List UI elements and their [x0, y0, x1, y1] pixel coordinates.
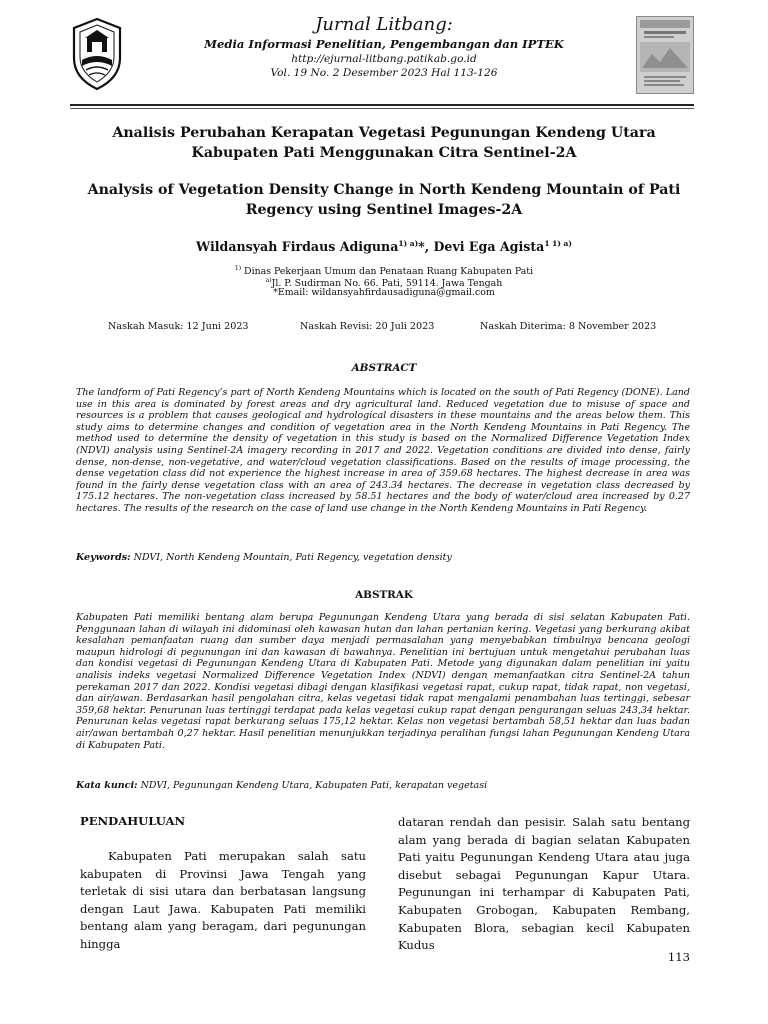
- journal-url[interactable]: http://ejurnal-litbang.patikab.go.id: [291, 53, 477, 65]
- journal-header: [140, 14, 628, 80]
- author-name: Wildansyah Firdaus Adiguna: [196, 239, 399, 255]
- section-title: PENDAHULUAN: [80, 814, 186, 828]
- regency-crest-icon: [70, 16, 124, 92]
- author-email: *Email: wildansyahfirdausadiguna@gmail.com: [273, 287, 495, 298]
- date-revised: Naskah Revisi: 20 Juli 2023: [300, 321, 435, 332]
- abstrak-heading: ABSTRAK: [355, 589, 413, 601]
- abstract-heading: ABSTRACT: [351, 362, 417, 374]
- journal-cover-thumbnail: [636, 16, 694, 94]
- author-name: Devi Ega Agista: [433, 239, 545, 255]
- body-left-column: Kabupaten Pati merupakan salah satu kabupaten di Provinsi Jawa Tengah yang terletak di sisi utara dan berbatasan langsung dengan Laut Jawa. Kabupaten Pati memiliki bentang alam yang beragam, dari pegunungan hingga: [80, 849, 366, 951]
- author-superscript: 1 1) a): [544, 239, 572, 248]
- author-line: [80, 239, 688, 254]
- page-number: 113: [667, 950, 690, 964]
- affiliation-address: $^{a)}$Jl. P. Sudirman No. 66. Pati, 59114. Jawa Tengah: [265, 277, 503, 290]
- journal-subtitle: Media Informasi Penelitian, Pengembangan dan IPTEK: [204, 37, 564, 51]
- author-superscript: 1) a): [398, 239, 419, 248]
- keywords: Keywords: NDVI, North Kendeng Mountain, Pati Regency, vegetation density: [76, 552, 452, 563]
- kata-kunci: Kata kunci: NDVI, Pegunungan Kendeng Utara, Kabupaten Pati, kerapatan vegetasi: [76, 780, 488, 791]
- article-title-indonesian: Analisis Perubahan Kerapatan Vegetasi Pegunungan Kendeng Utara Kabupaten Pati Menggunakan Citra Sentinel-2A: [112, 125, 656, 161]
- header-divider: [70, 104, 694, 106]
- journal-volume: Vol. 19 No. 2 Desember 2023 Hal 113-126: [270, 67, 498, 79]
- body-right-column: dataran rendah dan pesisir. Salah satu bentang alam yang berada di bagian selatan Kabupaten Pati yaitu Pegunungan Kendeng Utara atau juga disebut sebagai Pegunungan Kapur Utara. Pegunungan ini terhampar di Kabupaten Pati, Kabupaten Grobogan, Kabupaten Rembang, Kabupaten Blora, sebagian kecil Kabupaten Kudus: [398, 815, 690, 953]
- article-title-english: Analysis of Vegetation Density Change in North Kendeng Mountain of Pati Regency using Sentinel Images-2A: [87, 182, 681, 218]
- date-accepted: Naskah Diterima: 8 November 2023: [480, 321, 657, 332]
- abstract-text: The landform of Pati Regency’s part of North Kendeng Mountains which is located on the south of Pati Regency (DONE). Land use in this area is dominated by forest areas and dry agricultural land. Reduced vegetation due to misuse of space and resources is a problem that causes geological and hydrological disasters in these mountains and the areas below them. This study aims to determine changes and condition of vegetation area in the North Kendeng Mountains in Pati Regency. The method used to determine the density of vegetation in this study is based on the Normalized Difference Vegetation Index (NDVI) analysis using Sentinel-2A imagery recording in 2017 and 2022. Vegetation conditions are divided into dense, fairly dense, non-dense, non-vegetative, and water/cloud vegetation classifications. Based on the results of image processing, the dense vegetation class did not experience the highest increase in area of 359.68 hectares. The highest decrease in area was found in the fairly dense vegetation class with an area of 243.34 hectares. The decrease in vegetation class decreased by 175.12 hectares. The non-vegetation class increased by 58.51 hectares and the body of water/cloud area increased by 0.27 hectares. The results of the research on the case of land use change in the North Kendeng Mountains in Pati Regency.: [76, 387, 690, 514]
- abstrak-text: Kabupaten Pati memiliki bentang alam berupa Pegunungan Kendeng Utara yang berada di sisi selatan Kabupaten Pati. Penggunaan lahan di wilayah ini didominasi oleh kawasan hutan dan lahan pertanian kering. Vegetasi yang berkurang akibat kesalahan pemanfaatan ruang dan sumber daya menjadi permasalahan yang menyebabkan timbulnya bencana geologi maupun hidrologi di pegunungan ini dan kawasan di bawahnya. Penelitian ini bertujuan untuk mengetahui perubahan luas dan kondisi vegetasi di Pegunungan Kendeng Utara di Kabupaten Pati. Metode yang digunakan dalam penelitian ini yaitu analisis indeks vegetasi Normalized Difference Vegetation Index (NDVI) dengan memanfaatkan citra Sentinel-2A tahun perekaman 2017 dan 2022. Kondisi vegetasi dibagi dengan klasifikasi vegetasi rapat, cukup rapat, tidak rapat, non vegetasi, dan air/awan. Berdasarkan hasil pengolahan citra, kelas vegetasi tidak rapat mengalami penambahan luas tertinggi, sebesar 359,68 hektar. Penurunan luas tertinggi terdapat pada kelas vegetasi cukup rapat dengan pengurangan seluas 243,34 hektar. Penurunan kelas vegetasi rapat berkurang seluas 175,12 hektar. Kelas non vegetasi bertambah 58,51 hektar dan luas badan air/awan bertambah 0,27 hektar. Hasil penelitian menunjukkan terjadinya peralihan fungsi lahan Pegunungan Kendeng Utara di Kabupaten Pati.: [76, 612, 690, 751]
- author-mark: *,: [418, 239, 434, 255]
- affiliation: $^{1)}$ Dinas Pekerjaan Umum dan Penataan Ruang Kabupaten Pati: [234, 265, 534, 278]
- header-divider-thin: [70, 108, 694, 109]
- journal-title: Jurnal Litbang:: [315, 14, 453, 35]
- date-received: Naskah Masuk: 12 Juni 2023: [108, 321, 249, 332]
